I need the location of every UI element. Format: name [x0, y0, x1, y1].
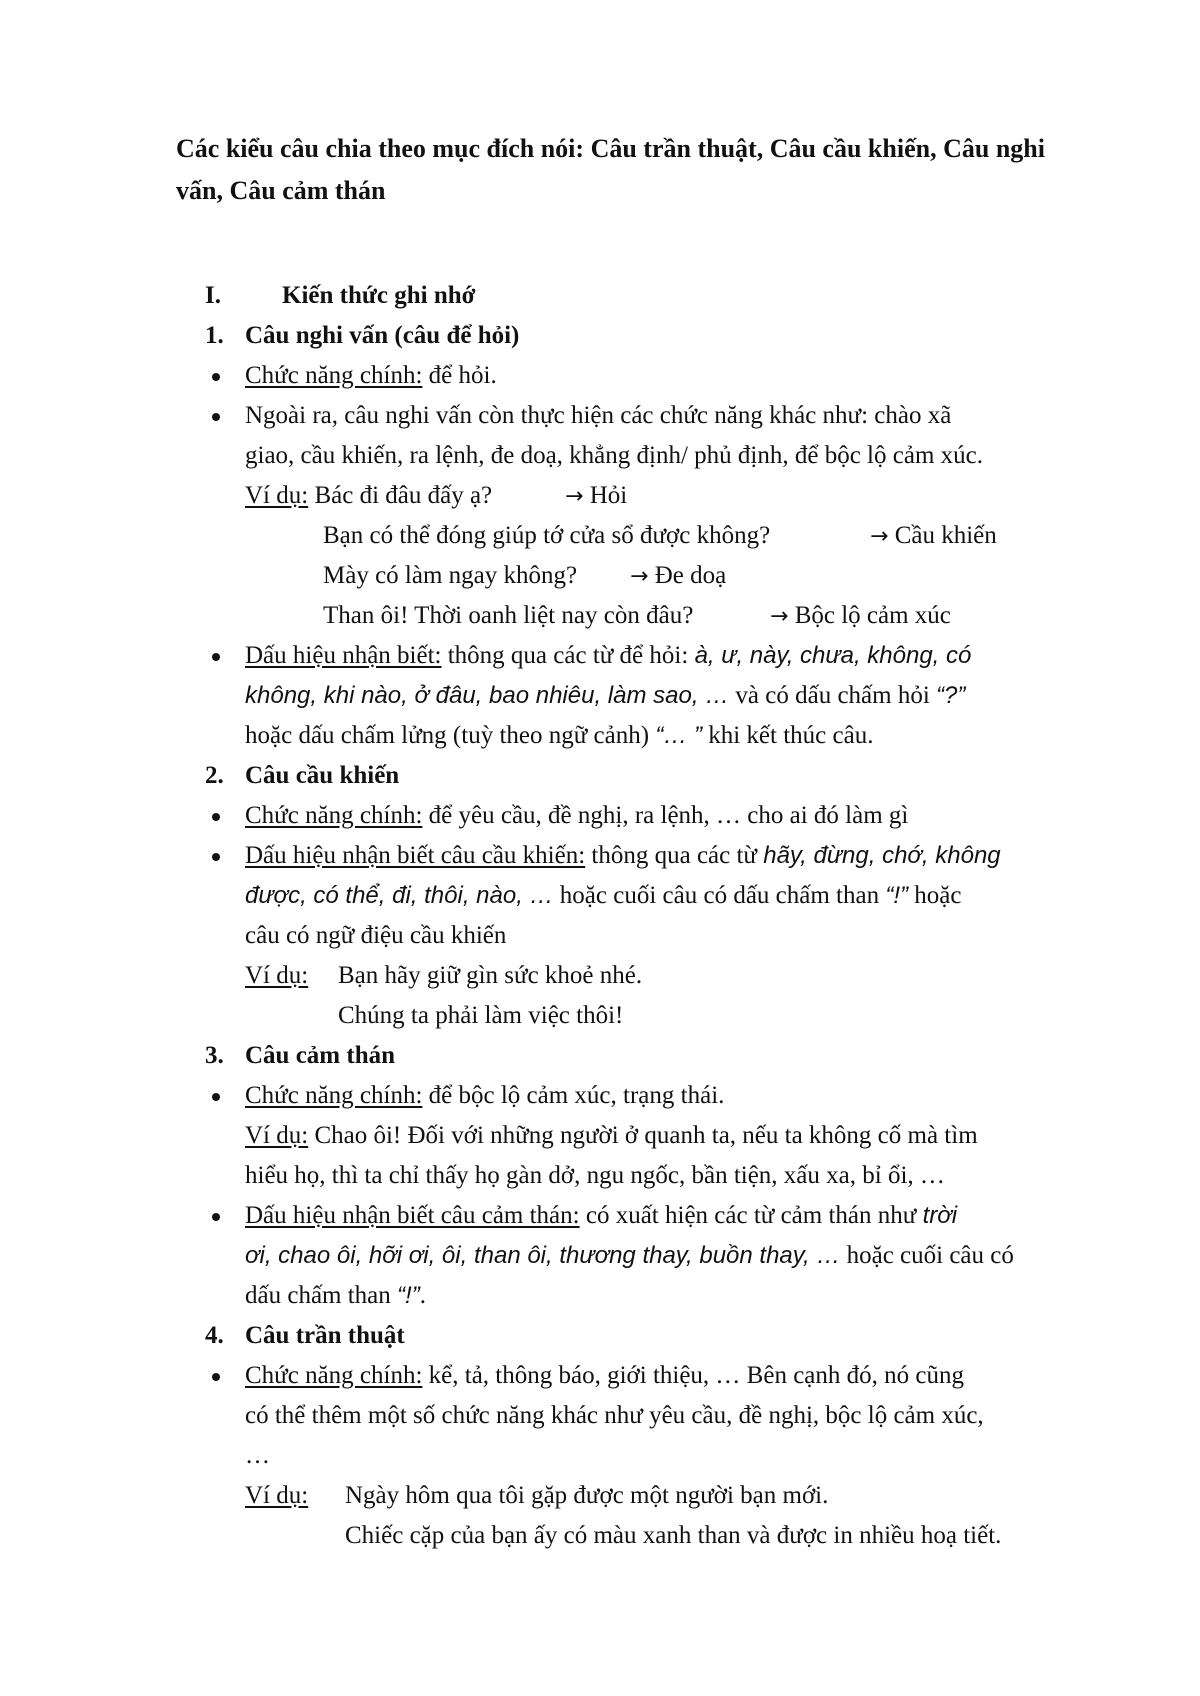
s3-example-1: Ví dụ: Chao ôi! Đối với những người ở quanh ta, nếu ta không cố mà tìm — [245, 1122, 978, 1149]
bullet-icon — [212, 413, 220, 421]
s1-b3-line2: không, khi nào, ở đâu, bao nhiêu, làm sao, … và có dấu chấm hỏi “?” — [245, 682, 966, 709]
s4-b1-line2: có thể thêm một số chức năng khác như yêu cầu, đề nghị, bộc lộ cảm xúc, — [245, 1402, 984, 1429]
s4-b1-line1: Chức năng chính: kể, tả, thông báo, giới thiệu, … Bên cạnh đó, nó cũng — [245, 1362, 964, 1389]
s1-number: 1. — [205, 322, 224, 349]
arrow-right-icon: → — [630, 564, 649, 589]
bullet-icon — [212, 653, 220, 661]
s1-b2-line1: Ngoài ra, câu nghi vấn còn thực hiện các chức năng khác như: chào xã — [245, 402, 952, 429]
s2-b2-line3: câu có ngữ điệu cầu khiến — [245, 922, 507, 949]
s3-number: 3. — [205, 1042, 224, 1069]
s3-b1: Chức năng chính: để bộc lộ cảm xúc, trạng thái. — [245, 1082, 725, 1109]
s4-heading: Câu trần thuật — [245, 1322, 405, 1349]
s1-b1 — [245, 358, 497, 394]
bullet-icon — [212, 1373, 220, 1381]
s4-example-label: Ví dụ: — [245, 1482, 309, 1509]
s2-b1: Chức năng chính: để yêu cầu, đề nghị, ra lệnh, … cho ai đó làm gì — [245, 802, 909, 829]
s1-b2-line2: giao, cầu khiến, ra lệnh, đe doạ, khẳng định/ phủ định, để bộc lộ cảm xúc. — [245, 442, 983, 469]
s2-ex2-text: Chúng ta phải làm việc thôi! — [338, 1002, 624, 1029]
bullet-icon — [212, 853, 220, 861]
page-title: Các kiểu câu chia theo mục đích nói: Câu trần thuật, Câu cầu khiến, Câu nghi vấn, Câu cảm thán — [176, 134, 1045, 205]
s1-ex1-result: → Hỏi — [565, 482, 628, 509]
s1-ex2-result: → Cầu khiến — [870, 522, 997, 549]
s1-ex3-result: → Đe doạ — [630, 562, 727, 589]
s1-ex3-text: Mày có làm ngay không? — [323, 562, 578, 589]
s2-heading: Câu cầu khiến — [245, 762, 400, 789]
arrow-right-icon: → — [870, 524, 889, 549]
s2-b2-line1: Dấu hiệu nhận biết câu cầu khiến: thông qua các từ hãy, đừng, chớ, không — [245, 842, 1001, 869]
s1-ex1-text: Bác đi đâu đấy ạ? — [308, 482, 493, 509]
s4-ex1-text: Ngày hôm qua tôi gặp được một người bạn mới. — [345, 1482, 829, 1509]
bullet-icon — [212, 813, 220, 821]
s1-b1-label: Chức năng chính: — [245, 362, 423, 389]
section-heading: Kiến thức ghi nhớ — [282, 282, 476, 309]
s3-example-2: hiểu họ, thì ta chỉ thấy họ gàn dở, ngu ngốc, bần tiện, xấu xa, bỉ ổi, … — [245, 1162, 945, 1189]
section-numeral: I. — [205, 282, 221, 309]
s2-b2-line2: được, có thể, đi, thôi, nào, … hoặc cuối câu có dấu chấm than “!” hoặc — [245, 882, 962, 909]
bullet-icon — [212, 373, 220, 381]
s1-heading: Câu nghi vấn (câu để hỏi) — [245, 322, 520, 349]
s1-example-label: Ví dụ: — [245, 482, 309, 509]
s2-example-label: Ví dụ: — [245, 962, 309, 989]
s1-b3-line1: Dấu hiệu nhận biết: thông qua các từ để hỏi: à, ư, này, chưa, không, có — [245, 642, 972, 669]
s3-b2-line1: Dấu hiệu nhận biết câu cảm thán: có xuất hiện các từ cảm thán như trời — [245, 1202, 958, 1229]
s3-b2-line3: dấu chấm than “!”. — [245, 1282, 426, 1309]
s1-ex4-text: Than ôi! Thời oanh liệt nay còn đâu? — [323, 602, 694, 629]
s1-ex4-result: → Bộc lộ cảm xúc — [770, 602, 951, 629]
s2-ex1-text: Bạn hãy giữ gìn sức khoẻ nhé. — [338, 962, 643, 989]
s4-ex2-text: Chiếc cặp của bạn ấy có màu xanh than và được in nhiều hoạ tiết. — [345, 1522, 1002, 1549]
s3-b2-line2: ơi, chao ôi, hỡi ơi, ôi, than ôi, thương thay, buồn thay, … hoặc cuối câu có — [245, 1242, 1014, 1269]
arrow-right-icon: → — [565, 484, 584, 509]
s4-b1-line3: … — [245, 1442, 270, 1469]
s1-example-1 — [245, 478, 492, 514]
s3-heading: Câu cảm thán — [245, 1042, 396, 1069]
arrow-right-icon: → — [770, 604, 789, 629]
bullet-icon — [212, 1213, 220, 1221]
s1-ex2-text: Bạn có thể đóng giúp tớ cửa sổ được không? — [323, 522, 771, 549]
s1-b3-line3: hoặc dấu chấm lửng (tuỳ theo ngữ cảnh) “… ” khi kết thúc câu. — [245, 722, 874, 749]
bullet-icon — [212, 1093, 220, 1101]
s1-b1-text: để hỏi. — [422, 362, 497, 389]
s4-number: 4. — [205, 1322, 224, 1349]
s2-number: 2. — [205, 762, 224, 789]
